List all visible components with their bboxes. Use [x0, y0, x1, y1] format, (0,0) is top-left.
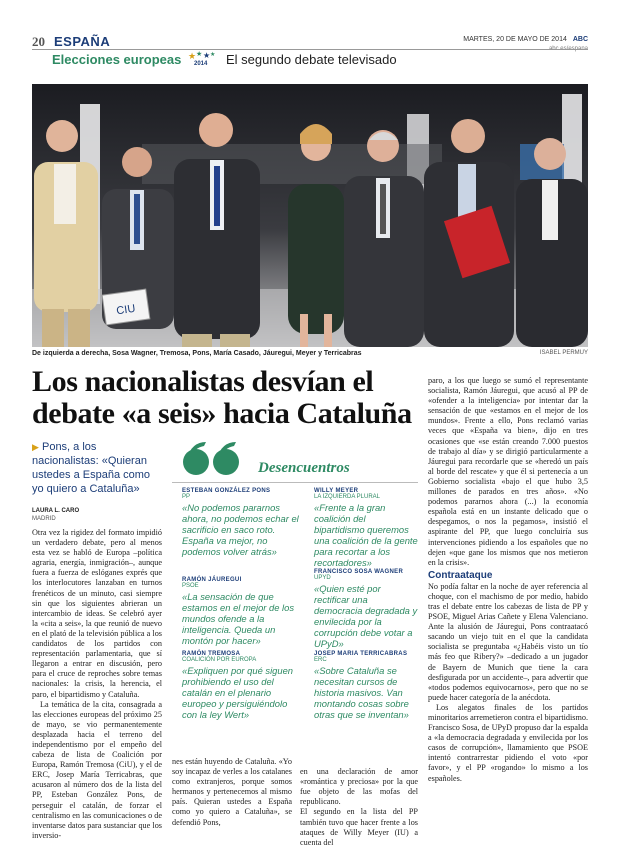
svg-text:★: ★	[196, 50, 203, 58]
paragraph: paro, a los que luego se sumó el representante socialista, Ramón Jáuregui, que acusó al PP de «ofender a la inteligencia» por intentar dar la sensación de que «estamos en el mejor de los mundos». Frente a ello, Pons reclamó varias veces que «España va bien», dijo en tres ocasiones que «se están creando 7.000 puestos de trabajo al día» y se dirigió particularmente a Jáuregui para recordarle que se «heredó un país al borde del rescate» y que él si pertenecía a un Gobierno socialista «bajo el que hubo 3,5 millones de parados en tres años». «No podemos pararnos ahora (...) la economía española está en un instante delicado que o despegamos, o nos la pegamos», insistió el aspirante del PP, que luego concluiría sus intervenciones pidiendo a los españoles que no dejen «que gane los mismos que nos metieron en la crisis».	[428, 376, 588, 567]
box-title: Desencuentros	[258, 460, 350, 476]
quote-text: «La sensación de que estamos en el mejor de los mundos ofende a la inteligencia. Queda un montón por hacer»	[182, 591, 295, 646]
section-title: ESPAÑA	[54, 34, 111, 49]
paragraph: No podía faltar en la noche de ayer referencia al choque, con el machismo de por medio, habido tras el debate entre los cabezas de lista de PP y PSOE, Miguel Arias Cañete y Elena Valenciano. Ante la alusión de Jáuregui, Pons contraatacó sacando un viejo tuit en el que la candidata socialista se preguntaba «¿Habéis visto un tío más feo que Ribery?» –dedicado a un jugador de Bayern de Munich que tiene la cara desfigurada por un accidente–, para advertir que «todos podemos equivocarnos», pero que no se puede hacer categoría de la anécdota.	[428, 581, 588, 702]
quote-text: «Sobre Cataluña se necesitan cursos de historia masivos. Van montando cosas sobre otras que se inventan»	[314, 665, 409, 720]
svg-text:★: ★	[203, 51, 211, 60]
quote-item	[182, 651, 300, 720]
photo-caption: De izquierda a derecha, Sosa Wagner, Tremosa, Pons, María Casado, Jáuregui, Meyer y Terricabras	[32, 350, 362, 357]
quote-party: PP	[182, 494, 191, 500]
quotes-box	[172, 440, 418, 750]
quote-author: RAMÓN JÁUREGUI	[182, 577, 242, 583]
quote-author: FRANCISCO SOSA WAGNER	[314, 569, 404, 575]
author-byline: LAURA L. CARO	[32, 508, 80, 514]
ciu-sign: CIU	[115, 302, 137, 318]
quote-party: PSOE	[182, 583, 199, 589]
quote-text: «Frente a la gran coalición del bipartidismo queremos una coalición de la gente para recortar a los recortadores»	[314, 502, 418, 568]
quote-party: UPYD	[314, 575, 331, 581]
paragraph: nes están huyendo de Cataluña. «Yo soy incapaz de verles a los catalanes como extranjeros, porque somos hermanos y pertenecemos al mismo país. Quieran ustedes a España como yo quiero a Cataluña», se defendió Pons,	[172, 757, 292, 827]
quote-item	[314, 569, 418, 649]
quote-author: JOSEP MARIA TERRICABRAS	[314, 651, 408, 657]
article-column-4	[428, 376, 588, 822]
quote-party: ERC	[314, 657, 327, 663]
subheading: Contraataque	[428, 569, 493, 581]
quote-text: «No podemos pararnos ahora, no podemos echar el sacrificio en saco roto. España va mejor, no podemos volver atrás»	[182, 502, 299, 557]
dateline-city: MADRID	[32, 516, 56, 522]
lead-text: Pons, a los nacionalistas: «Quieran ustedes a España como yo quiero a Cataluña»	[32, 441, 151, 495]
quote-party: COALICIÓN POR EUROPA	[182, 657, 257, 663]
subsection-title: Elecciones europeas	[52, 52, 182, 67]
quote-author: WILLY MEYER	[314, 488, 359, 494]
svg-text:★: ★	[188, 52, 197, 62]
quote-mark-icon	[182, 440, 244, 476]
article-column-1	[32, 528, 162, 840]
edition-date	[463, 36, 588, 43]
quote-text: «Expliquen por qué siguen prohibiendo el uso del catalán en el plenario europeo y persiguiéndolo con la ley Wert»	[182, 665, 294, 720]
header-rule	[32, 49, 588, 50]
date-text: MARTES, 20 DE MAYO DE 2014	[463, 36, 567, 43]
paragraph: Los alegatos finales de los partidos minoritarios arremetieron contra el bipartidismo. Francisco Sosa, de UPyD propuso dar la espalda a «la democracia degradada y envilecida por los casos de corrupción», llamamiento que PSOE intentó contrarrestar pidiendo el voto «por favor», y el PP «rogando» lo mismo a los españoles.	[428, 702, 588, 783]
quote-item	[314, 488, 418, 568]
paragraph: Otra vez la rigidez del formato impidió un verdadero debate, pero al menos esta vez se habló de Europa –política agraria, energía, inmigración–, aunque fuera a fuerza de eslóganes exprés que los interlocutores lanzaban en turnos frenéticos de un minuto, casi siempre sin que los siguientes abrieran un intercambio de ideas. Se celebró ayer la «cita a seis», la que reunió de nuevo en el plató de la televisión pública a los candidatos de los partidos con representación parlamentaria, que sí llegaron a entrar en discusión, pero para el cruce de reproches sobre temas nacionales: la crisis, la herencia, el paro, el bipartidismo y Cataluña.	[32, 528, 162, 699]
article-column-3	[300, 757, 418, 847]
europe-stars-icon	[186, 50, 222, 66]
article-lead	[32, 440, 162, 496]
quote-item	[314, 651, 418, 720]
paragraph: en una declaración de amor «romántica y preciosa» por la que fue objeto de las mofas del republicano. El segundo en la lista del PP también tuvo que hacer frente a los ataques de Willy Meyer (IU) a cuenta del	[300, 767, 418, 847]
debate-photo	[32, 84, 588, 347]
quote-item	[182, 577, 300, 646]
quote-party: LA IZQUIERDA PLURAL	[314, 494, 381, 500]
brand-text: ABC	[572, 36, 588, 43]
quote-author: RAMÓN TREMOSA	[182, 651, 241, 657]
svg-text:★: ★	[210, 51, 216, 58]
photo-credit: ISABEL PERMUY	[539, 350, 588, 356]
quote-item	[182, 488, 300, 557]
quote-text: «Quien esté por rectificar una democracia degradada y envilecida por la corrupción debe votar a UPyD»	[314, 583, 418, 649]
box-rule	[172, 482, 418, 483]
candidates-illustration	[32, 84, 588, 347]
logo-year: 2014	[194, 61, 208, 67]
page-header	[32, 34, 588, 68]
article-headline: Los nacionalistas desvían el debate «a seis» hacia Cataluña	[32, 365, 412, 430]
quote-author: ESTEBAN GONZÁLEZ PONS	[182, 488, 271, 494]
paragraph: La temática de la cita, consagrada a las elecciones europeas del próximo 25 de mayo, se vio permanentemente desplazada hacia el terreno del independentismo por el empeño del cabeza de lista de Coalición por Europa, Ramón Tremosa (CiU), y el de ERC, Josep María Terricabras, que acusaron al número dos de la lista del PP, Esteban González Pons, de perseguir el catalán, de forzar el centralismo en las comunicaciones o de inventarse datos para sustanciar que los inversio-	[32, 699, 162, 840]
topic-title: El segundo debate televisado	[226, 52, 397, 67]
bullet-triangle-icon: ▶	[32, 442, 39, 452]
page-number: 20	[32, 34, 45, 49]
section-url: abc.es/espana	[548, 46, 588, 52]
article-column-2	[172, 757, 292, 827]
